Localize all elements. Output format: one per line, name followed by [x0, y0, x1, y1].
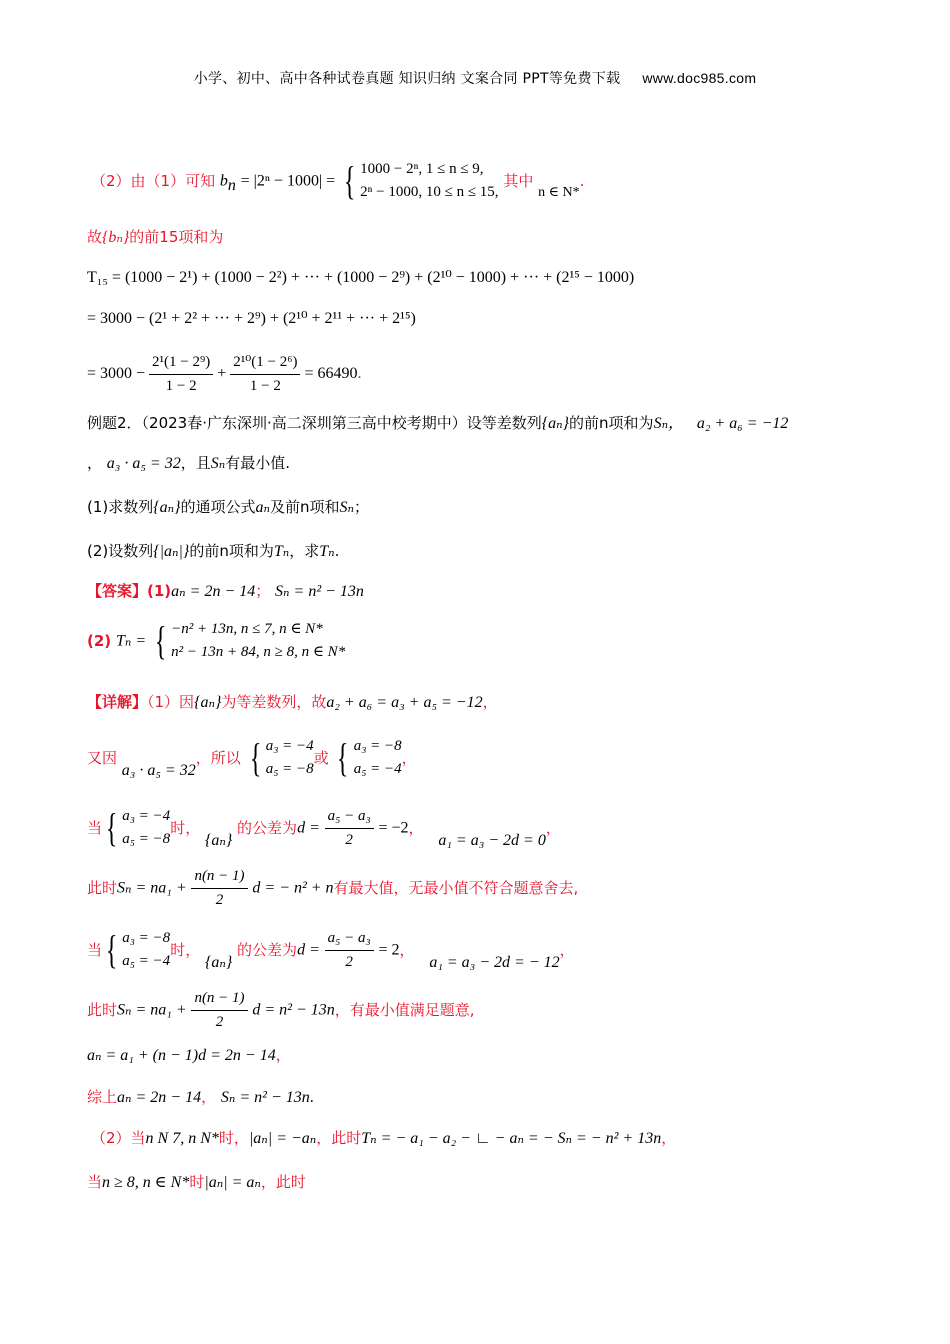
detail-l3-sep: ，: [408, 818, 424, 837]
sum-intro-seq: {bₙ}: [102, 229, 130, 246]
detail-l2-c2b: a₅ = −4: [353, 761, 402, 778]
detail-l3-a1: a₁ = a₃ − 2d = 0: [438, 831, 546, 849]
detail-l4-a: 此时: [87, 878, 118, 897]
detail-l8-sep: ，: [201, 1088, 217, 1106]
detail-l2-sys2: { a₃ = −8 a₅ = −4: [337, 735, 402, 781]
detail-l5-frac: [325, 928, 374, 973]
header-text: 小学、初中、高中各种试卷真题 知识归纳 文案合同 PPT等免费下载: [193, 71, 621, 87]
answer-tn: Tₙ =: [115, 632, 147, 650]
detail-l5-res: = 2: [378, 941, 400, 959]
detail-l9-t: Tₙ = − a₁ − a₂ − ∟ − aₙ = − Sₙ = − n² + 13n: [361, 1130, 662, 1147]
detail-l3-b: 时，: [170, 818, 201, 837]
detail-l9-cond: n N 7, n N*: [145, 1130, 219, 1147]
detail-l3-frac: [325, 806, 374, 851]
part2-label: （2）由（1）可知: [91, 171, 216, 190]
frac-1-den: 1 − 2: [165, 378, 197, 394]
detail-l4-frac: [191, 866, 247, 911]
detail-l5-c1: a₃ = −8: [122, 930, 171, 946]
detail-l4-b: 有最大值，无最小值不符合题意舍去,: [333, 878, 579, 897]
answer-sn: Sₙ = n² − 13n: [275, 583, 364, 600]
detail-line-2: [87, 735, 417, 782]
q2-tn: Tₙ: [273, 543, 290, 560]
detail-l6-a: 此时: [87, 1000, 118, 1019]
detail-l6-frac: [191, 988, 247, 1033]
detail-l9-a: （2）当: [91, 1129, 146, 1147]
example2-and: ，且: [180, 454, 211, 472]
detail-l5-d: d =: [297, 941, 320, 959]
q1-a: (1)求数列: [87, 498, 154, 516]
q1-b: 的通项公式: [180, 498, 256, 516]
q2-seq: {|aₙ|}: [153, 543, 190, 560]
detail-l4-s: Sₙ = na₁ +: [117, 879, 187, 897]
detail-l2-or: 或: [313, 748, 329, 767]
detail-l5-end: ，: [559, 940, 575, 959]
answer-line-1: [87, 584, 364, 600]
example2-comma: ，: [87, 454, 103, 472]
piecewise-b: { 1000 − 2ⁿ, 1 ≤ n ≤ 9, 2ⁿ − 1000, 10 ≤ n ≤ 15,: [343, 158, 499, 204]
detail-l10-c: ，此时: [260, 1173, 306, 1191]
detail-l7-end: ，: [275, 1046, 291, 1064]
detail-l5-sep: ，: [399, 940, 415, 959]
detail-l3-c1: a₃ = −4: [122, 808, 171, 824]
detail-line-5: [87, 927, 575, 974]
example2-cond1: a₂ + a₆ = −12: [696, 415, 789, 432]
detail-l1-b: 为等差数列，故: [221, 693, 327, 711]
frac-1-num: 2¹(1 − 2⁹): [149, 352, 213, 375]
detail-l8-a: 综上: [87, 1088, 118, 1106]
detail-l6-num: n(n − 1): [191, 988, 247, 1011]
detail-l5-a: 当: [87, 940, 103, 959]
detail-line-8: [87, 1090, 314, 1106]
page-header: [0, 68, 950, 88]
detail-line-10: [87, 1175, 306, 1191]
detail-l6-res: d = n² − 13n: [252, 1001, 335, 1019]
answer-label: 【答案】(1): [87, 582, 172, 600]
example2-line-1: [87, 416, 788, 432]
detail-l5-sys: { a₃ = −8 a₅ = −4: [105, 927, 171, 973]
detail-l6-b: ，有最小值满足题意,: [334, 1000, 475, 1019]
detail-label: 【详解】: [87, 693, 148, 711]
q2-tn2: Tₙ: [319, 543, 335, 560]
detail-l4-res: d = − n² + n: [252, 879, 334, 897]
answer-sep: ；: [255, 582, 271, 600]
answer-line-2: [87, 618, 345, 665]
sum-intro: [87, 230, 223, 246]
detail-l10-abs: |aₙ| = aₙ: [204, 1174, 261, 1191]
detail-l8-sn: Sₙ = n² − 13n: [220, 1089, 310, 1106]
detail-l9-end: ，: [661, 1129, 677, 1147]
detail-l7: aₙ = a₁ + (n − 1)d = 2n − 14: [87, 1047, 276, 1064]
detail-l10-cond: n ≥ 8, n ∈ N*: [102, 1174, 190, 1191]
detail-line-7: [87, 1048, 291, 1064]
detail-l5-b: 时，: [170, 940, 201, 959]
q1-seq: {aₙ}: [153, 499, 181, 516]
detail-l2-a: 又因: [87, 748, 118, 767]
detail-l6-den: 2: [215, 1014, 224, 1030]
answer-case-2: n² − 13n + 84, n ≥ 8, n ∈ N*: [171, 644, 346, 661]
t15-line-1: T₁₅ = (1000 − 2¹) + (1000 − 2²) + ··· + (1000 − 2⁹) + (2¹⁰ − 1000) + ··· + (2¹⁵ − 1000): [87, 269, 635, 286]
frac-1: [149, 352, 213, 397]
t15-result: = 66490: [304, 364, 358, 382]
answer-case-1: −n² + 13n, n ≤ 7, n ∈ N*: [171, 621, 323, 637]
detail-l9-b: 时，: [218, 1129, 249, 1147]
example2-sn: Sₙ，: [653, 415, 685, 432]
detail-l5-a1: a₁ = a₃ − 2d = − 12: [429, 953, 560, 971]
example2-line-2: [87, 456, 290, 472]
where-cond: n ∈ N*: [538, 184, 580, 200]
detail-l5-c2: a₅ = −4: [122, 953, 171, 970]
detail-l8-an: aₙ = 2n − 14: [117, 1089, 202, 1106]
detail-l2-end: ，: [401, 748, 417, 767]
frac-2: [230, 352, 300, 397]
abs-eq: = |2ⁿ − 1000| =: [240, 172, 336, 190]
end-dot: .: [579, 171, 585, 190]
part2-intro: （2）由（1）可知 $b_n = |2^n - 1000|$ = { 1000 − 2ⁿ, 1 ≤ n ≤ 9, 2ⁿ − 1000, 10 ≤ n ≤ 15, 其中 n ∈ N*.: [91, 158, 585, 204]
q1-an: aₙ: [255, 499, 271, 516]
case-2: 2ⁿ − 1000, 10 ≤ n ≤ 15,: [360, 184, 499, 201]
detail-line-6: [87, 988, 475, 1033]
example2-sn2: Sₙ: [210, 455, 226, 472]
detail-l3-a: 当: [87, 818, 103, 837]
detail-l2-c2a: a₃ = −8: [353, 738, 402, 754]
q1-c: 及前n项和: [270, 498, 340, 516]
q1-d: ；: [354, 498, 370, 516]
example2-cond2: a₃ · a₅ = 32: [106, 455, 181, 472]
detail-l1-end: ，: [482, 693, 498, 711]
detail-l1-a: （1）因: [147, 693, 195, 711]
example2-seq: {aₙ}: [541, 415, 570, 432]
detail-l4-num: n(n − 1): [191, 866, 247, 889]
detail-l2-cond: a₃ · a₅ = 32: [121, 761, 196, 779]
detail-l9-abs: |aₙ| = −aₙ: [248, 1130, 317, 1147]
detail-l3-res: = −2: [378, 819, 409, 837]
b-n: b: [219, 172, 228, 190]
detail-l2-c1b: a₅ = −8: [265, 761, 314, 778]
t15-lead: = 3000 −: [87, 364, 146, 382]
question-1: [87, 500, 369, 516]
case-1: 1000 − 2ⁿ, 1 ≤ n ≤ 9,: [360, 161, 484, 177]
where-label: 其中: [503, 171, 534, 190]
detail-l3-c: 的公差为: [237, 818, 298, 837]
detail-l2-sys1: { a₃ = −4 a₅ = −8: [249, 735, 314, 781]
answer-an: aₙ = 2n − 14: [171, 583, 256, 600]
t15-end: .: [357, 364, 362, 382]
detail-l3-c2: a₅ = −8: [122, 831, 171, 848]
t15-line-3: [87, 352, 362, 397]
detail-l5-c: 的公差为: [237, 940, 298, 959]
q1-sn: Sₙ: [339, 499, 355, 516]
header-site: www.doc985.com: [642, 70, 757, 86]
detail-line-9: [91, 1131, 676, 1147]
detail-l1-eq: a₂ + a₆ = a₃ + a₅ = −12: [326, 694, 483, 711]
detail-l10-a: 当: [87, 1173, 103, 1191]
detail-line-4: [87, 866, 578, 911]
example2-mid: 的前n项和为: [569, 414, 654, 432]
t15-plus: +: [217, 364, 227, 382]
q2-b: 的前n项和为: [189, 542, 274, 560]
q2-d: .: [334, 542, 340, 560]
sum-intro-a: 故: [87, 228, 103, 246]
frac-2-den: 1 − 2: [249, 378, 281, 394]
detail-l5-seq: {aₙ}: [204, 953, 233, 971]
detail-l2-b: ，所以: [195, 748, 241, 767]
detail-line-3: [87, 805, 561, 852]
q2-c: ，求: [289, 542, 320, 560]
question-2: [87, 544, 339, 560]
frac-2-num: 2¹⁰(1 − 2⁶): [230, 352, 300, 375]
t15-line-2: = 3000 − (2¹ + 2² + ··· + 2⁹) + (2¹⁰ + 2¹¹ + ··· + 2¹⁵): [87, 310, 416, 327]
detail-l6-s: Sₙ = na₁ +: [117, 1001, 187, 1019]
detail-l3-sys: { a₃ = −4 a₅ = −8: [105, 805, 171, 851]
detail-l2-c1a: a₃ = −4: [265, 738, 314, 754]
example2-min: 有最小值.: [225, 454, 290, 472]
example2-title: 例题2．（2023春·广东深圳·高二深圳第三高中校考期中）设等差数列: [87, 414, 542, 432]
detail-l5-num: a₅ − a₃: [325, 928, 374, 951]
detail-l3-num: a₅ − a₃: [325, 806, 374, 829]
detail-l3-seq: {aₙ}: [204, 831, 233, 849]
detail-l3-den: 2: [345, 832, 353, 848]
answer-p2-label: (2): [87, 631, 112, 650]
detail-l10-b: 时: [189, 1173, 205, 1191]
detail-l3-d: d =: [297, 819, 320, 837]
detail-l1-seq: {aₙ}: [194, 694, 222, 711]
sum-intro-b: 的前15项和为: [129, 228, 224, 246]
detail-l9-c: ，此时: [316, 1129, 362, 1147]
detail-line-1: [87, 695, 498, 711]
q2-a: (2)设数列: [87, 542, 154, 560]
answer-piecewise: { −n² + 13n, n ≤ 7, n ∈ N* n² − 13n + 84, n ≥ 8, n ∈ N*: [154, 618, 346, 664]
detail-l3-end: ，: [545, 818, 561, 837]
detail-l5-den: 2: [345, 954, 353, 970]
detail-l8-end: .: [309, 1089, 314, 1106]
detail-l4-den: 2: [215, 892, 224, 908]
